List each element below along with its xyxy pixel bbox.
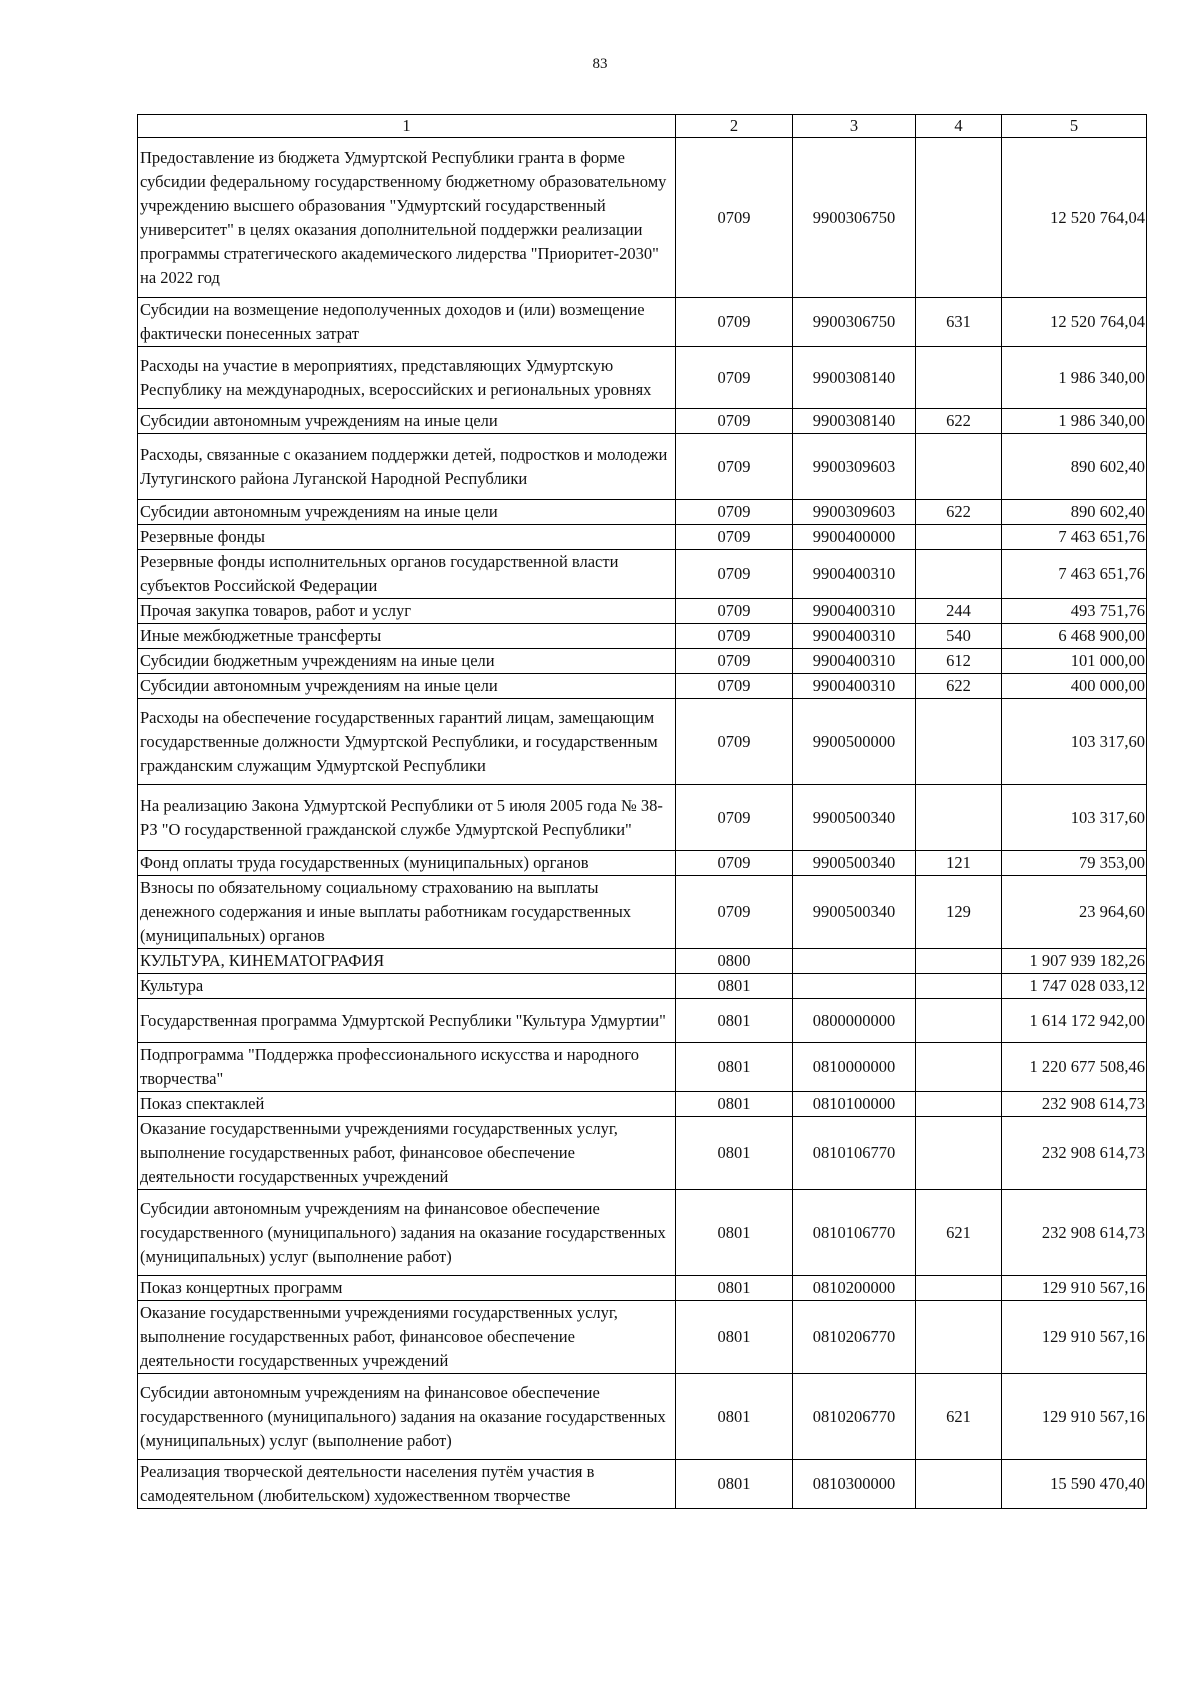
item-name: Государственная программа Удмуртской Республики "Культура Удмуртии" bbox=[138, 999, 676, 1043]
item-amount: 15 590 470,40 bbox=[1002, 1460, 1147, 1509]
item-expense-type: 622 bbox=[916, 674, 1002, 699]
item-article: 0810206770 bbox=[793, 1374, 916, 1460]
item-section: 0709 bbox=[676, 550, 793, 599]
item-article: 9900400310 bbox=[793, 550, 916, 599]
table-row bbox=[138, 1043, 1147, 1092]
table-row bbox=[138, 500, 1147, 525]
item-expense-type: 631 bbox=[916, 298, 1002, 347]
item-name: Реализация творческой деятельности населения путём участия в самодеятельном (любительском) художественном творчестве bbox=[138, 1460, 676, 1509]
table-row bbox=[138, 599, 1147, 624]
item-amount: 1 986 340,00 bbox=[1002, 409, 1147, 434]
item-section: 0709 bbox=[676, 599, 793, 624]
item-name: Резервные фонды bbox=[138, 525, 676, 550]
item-name: Резервные фонды исполнительных органов государственной власти субъектов Российской Федерации bbox=[138, 550, 676, 599]
item-article: 9900308140 bbox=[793, 409, 916, 434]
page-number: 83 bbox=[592, 56, 608, 72]
header-col-5: 5 bbox=[1002, 115, 1147, 138]
item-amount: 12 520 764,04 bbox=[1002, 138, 1147, 298]
item-expense-type: 612 bbox=[916, 649, 1002, 674]
item-expense-type: 244 bbox=[916, 599, 1002, 624]
table-row bbox=[138, 851, 1147, 876]
item-expense-type bbox=[916, 785, 1002, 851]
item-expense-type bbox=[916, 525, 1002, 550]
item-amount: 7 463 651,76 bbox=[1002, 525, 1147, 550]
item-expense-type bbox=[916, 974, 1002, 999]
item-section: 0801 bbox=[676, 1092, 793, 1117]
item-expense-type: 622 bbox=[916, 409, 1002, 434]
table-row bbox=[138, 624, 1147, 649]
table-row bbox=[138, 434, 1147, 500]
table-row bbox=[138, 1117, 1147, 1190]
item-expense-type bbox=[916, 434, 1002, 500]
item-expense-type bbox=[916, 1043, 1002, 1092]
item-amount: 129 910 567,16 bbox=[1002, 1301, 1147, 1374]
item-section: 0709 bbox=[676, 785, 793, 851]
item-amount: 232 908 614,73 bbox=[1002, 1117, 1147, 1190]
item-expense-type: 129 bbox=[916, 876, 1002, 949]
item-amount: 101 000,00 bbox=[1002, 649, 1147, 674]
item-article: 0810206770 bbox=[793, 1301, 916, 1374]
table-row bbox=[138, 949, 1147, 974]
item-name: Расходы, связанные с оказанием поддержки детей, подростков и молодежи Лутугинского района Луганской Народной Республики bbox=[138, 434, 676, 500]
item-expense-type bbox=[916, 1092, 1002, 1117]
item-name: На реализацию Закона Удмуртской Республики от 5 июля 2005 года № 38-РЗ "О государственной гражданской службе Удмуртской Республики" bbox=[138, 785, 676, 851]
item-amount: 23 964,60 bbox=[1002, 876, 1147, 949]
item-name: Расходы на обеспечение государственных гарантий лицам, замещающим государственные должности Удмуртской Республики, и государственным гражданским служащим Удмуртской Республики bbox=[138, 699, 676, 785]
item-amount: 7 463 651,76 bbox=[1002, 550, 1147, 599]
item-name: Расходы на участие в мероприятиях, представляющих Удмуртскую Республику на международных, всероссийских и региональных уровнях bbox=[138, 347, 676, 409]
item-article: 0810106770 bbox=[793, 1117, 916, 1190]
item-section: 0801 bbox=[676, 1301, 793, 1374]
item-section: 0709 bbox=[676, 298, 793, 347]
item-section: 0709 bbox=[676, 674, 793, 699]
item-section: 0709 bbox=[676, 699, 793, 785]
table-row bbox=[138, 1092, 1147, 1117]
header-col-3: 3 bbox=[793, 115, 916, 138]
item-section: 0801 bbox=[676, 1043, 793, 1092]
item-name: Предоставление из бюджета Удмуртской Республики гранта в форме субсидии федеральному государственному бюджетному образовательному учреждению высшего образования "Удмуртский государственный университет" в целях оказания дополнительной поддержки реализации программы стратегического академического лидерства "Приоритет-2030" на 2022 год bbox=[138, 138, 676, 298]
item-article: 9900500340 bbox=[793, 876, 916, 949]
table-row bbox=[138, 699, 1147, 785]
item-section: 0801 bbox=[676, 1117, 793, 1190]
item-name: Прочая закупка товаров, работ и услуг bbox=[138, 599, 676, 624]
item-section: 0801 bbox=[676, 999, 793, 1043]
item-name: КУЛЬТУРА, КИНЕМАТОГРАФИЯ bbox=[138, 949, 676, 974]
item-amount: 400 000,00 bbox=[1002, 674, 1147, 699]
item-name: Показ концертных программ bbox=[138, 1276, 676, 1301]
item-name: Субсидии автономным учреждениям на иные цели bbox=[138, 409, 676, 434]
table-row bbox=[138, 974, 1147, 999]
item-name: Иные межбюджетные трансферты bbox=[138, 624, 676, 649]
item-section: 0801 bbox=[676, 974, 793, 999]
item-section: 0709 bbox=[676, 500, 793, 525]
item-article: 0810106770 bbox=[793, 1190, 916, 1276]
item-name: Субсидии на возмещение недополученных доходов и (или) возмещение фактически понесенных затрат bbox=[138, 298, 676, 347]
item-amount: 232 908 614,73 bbox=[1002, 1190, 1147, 1276]
table-row bbox=[138, 1190, 1147, 1276]
item-article: 9900400000 bbox=[793, 525, 916, 550]
item-article: 9900400310 bbox=[793, 649, 916, 674]
item-article bbox=[793, 949, 916, 974]
item-article: 9900500000 bbox=[793, 699, 916, 785]
item-expense-type bbox=[916, 699, 1002, 785]
table-row bbox=[138, 785, 1147, 851]
item-article: 9900400310 bbox=[793, 674, 916, 699]
item-expense-type bbox=[916, 347, 1002, 409]
item-amount: 890 602,40 bbox=[1002, 434, 1147, 500]
table-row bbox=[138, 1276, 1147, 1301]
table-row bbox=[138, 674, 1147, 699]
item-expense-type bbox=[916, 1301, 1002, 1374]
header-row bbox=[138, 115, 1147, 138]
item-expense-type: 621 bbox=[916, 1190, 1002, 1276]
budget-table bbox=[137, 114, 1147, 1509]
item-expense-type: 121 bbox=[916, 851, 1002, 876]
item-amount: 103 317,60 bbox=[1002, 699, 1147, 785]
item-section: 0709 bbox=[676, 624, 793, 649]
item-section: 0800 bbox=[676, 949, 793, 974]
item-section: 0709 bbox=[676, 138, 793, 298]
table-row bbox=[138, 138, 1147, 298]
item-expense-type: 621 bbox=[916, 1374, 1002, 1460]
item-amount: 12 520 764,04 bbox=[1002, 298, 1147, 347]
item-article: 0810200000 bbox=[793, 1276, 916, 1301]
item-name: Показ спектаклей bbox=[138, 1092, 676, 1117]
table-row bbox=[138, 1301, 1147, 1374]
item-name: Субсидии автономным учреждениям на финансовое обеспечение государственного (муниципального) задания на оказание государственных (муниципальных) услуг (выполнение работ) bbox=[138, 1190, 676, 1276]
item-article: 9900309603 bbox=[793, 500, 916, 525]
item-amount: 1 986 340,00 bbox=[1002, 347, 1147, 409]
item-section: 0801 bbox=[676, 1374, 793, 1460]
item-name: Фонд оплаты труда государственных (муниципальных) органов bbox=[138, 851, 676, 876]
item-article: 9900306750 bbox=[793, 138, 916, 298]
table-row bbox=[138, 409, 1147, 434]
item-section: 0709 bbox=[676, 876, 793, 949]
item-expense-type bbox=[916, 550, 1002, 599]
item-amount: 79 353,00 bbox=[1002, 851, 1147, 876]
item-article: 9900306750 bbox=[793, 298, 916, 347]
header-col-2: 2 bbox=[676, 115, 793, 138]
table-row bbox=[138, 649, 1147, 674]
item-name: Субсидии автономным учреждениям на иные цели bbox=[138, 500, 676, 525]
item-article: 0810000000 bbox=[793, 1043, 916, 1092]
item-expense-type: 540 bbox=[916, 624, 1002, 649]
item-expense-type bbox=[916, 138, 1002, 298]
item-name: Культура bbox=[138, 974, 676, 999]
item-section: 0709 bbox=[676, 409, 793, 434]
item-article: 0800000000 bbox=[793, 999, 916, 1043]
item-amount: 6 468 900,00 bbox=[1002, 624, 1147, 649]
item-name: Субсидии бюджетным учреждениям на иные цели bbox=[138, 649, 676, 674]
item-amount: 129 910 567,16 bbox=[1002, 1276, 1147, 1301]
item-expense-type bbox=[916, 1117, 1002, 1190]
item-section: 0801 bbox=[676, 1276, 793, 1301]
item-article: 9900500340 bbox=[793, 851, 916, 876]
item-name: Оказание государственными учреждениями государственных услуг, выполнение государственных работ, финансовое обеспечение деятельности государственных учреждений bbox=[138, 1301, 676, 1374]
table-row bbox=[138, 1374, 1147, 1460]
item-section: 0709 bbox=[676, 649, 793, 674]
item-article bbox=[793, 974, 916, 999]
item-section: 0709 bbox=[676, 851, 793, 876]
item-amount: 1 747 028 033,12 bbox=[1002, 974, 1147, 999]
item-expense-type bbox=[916, 1276, 1002, 1301]
table-row bbox=[138, 525, 1147, 550]
item-section: 0801 bbox=[676, 1190, 793, 1276]
item-article: 9900400310 bbox=[793, 624, 916, 649]
item-name: Субсидии автономным учреждениям на финансовое обеспечение государственного (муниципального) задания на оказание государственных (муниципальных) услуг (выполнение работ) bbox=[138, 1374, 676, 1460]
item-expense-type bbox=[916, 999, 1002, 1043]
item-article: 0810100000 bbox=[793, 1092, 916, 1117]
item-section: 0801 bbox=[676, 1460, 793, 1509]
item-article: 9900400310 bbox=[793, 599, 916, 624]
header-col-1: 1 bbox=[138, 115, 676, 138]
item-name: Субсидии автономным учреждениям на иные цели bbox=[138, 674, 676, 699]
table-row bbox=[138, 298, 1147, 347]
item-name: Подпрограмма "Поддержка профессионального искусства и народного творчества" bbox=[138, 1043, 676, 1092]
table-row bbox=[138, 876, 1147, 949]
item-amount: 129 910 567,16 bbox=[1002, 1374, 1147, 1460]
item-amount: 103 317,60 bbox=[1002, 785, 1147, 851]
item-expense-type bbox=[916, 949, 1002, 974]
item-amount: 232 908 614,73 bbox=[1002, 1092, 1147, 1117]
item-expense-type: 622 bbox=[916, 500, 1002, 525]
item-article: 9900309603 bbox=[793, 434, 916, 500]
item-amount: 1 614 172 942,00 bbox=[1002, 999, 1147, 1043]
item-name: Оказание государственными учреждениями государственных услуг, выполнение государственных работ, финансовое обеспечение деятельности государственных учреждений bbox=[138, 1117, 676, 1190]
item-amount: 1 907 939 182,26 bbox=[1002, 949, 1147, 974]
header-col-4: 4 bbox=[916, 115, 1002, 138]
item-section: 0709 bbox=[676, 434, 793, 500]
table-row bbox=[138, 347, 1147, 409]
item-article: 9900308140 bbox=[793, 347, 916, 409]
table-row bbox=[138, 999, 1147, 1043]
table-row bbox=[138, 550, 1147, 599]
item-section: 0709 bbox=[676, 347, 793, 409]
item-article: 0810300000 bbox=[793, 1460, 916, 1509]
item-section: 0709 bbox=[676, 525, 793, 550]
item-expense-type bbox=[916, 1460, 1002, 1509]
item-amount: 890 602,40 bbox=[1002, 500, 1147, 525]
item-amount: 1 220 677 508,46 bbox=[1002, 1043, 1147, 1092]
item-amount: 493 751,76 bbox=[1002, 599, 1147, 624]
item-name: Взносы по обязательному социальному страхованию на выплаты денежного содержания и иные выплаты работникам государственных (муниципальных) органов bbox=[138, 876, 676, 949]
table-row bbox=[138, 1460, 1147, 1509]
item-article: 9900500340 bbox=[793, 785, 916, 851]
